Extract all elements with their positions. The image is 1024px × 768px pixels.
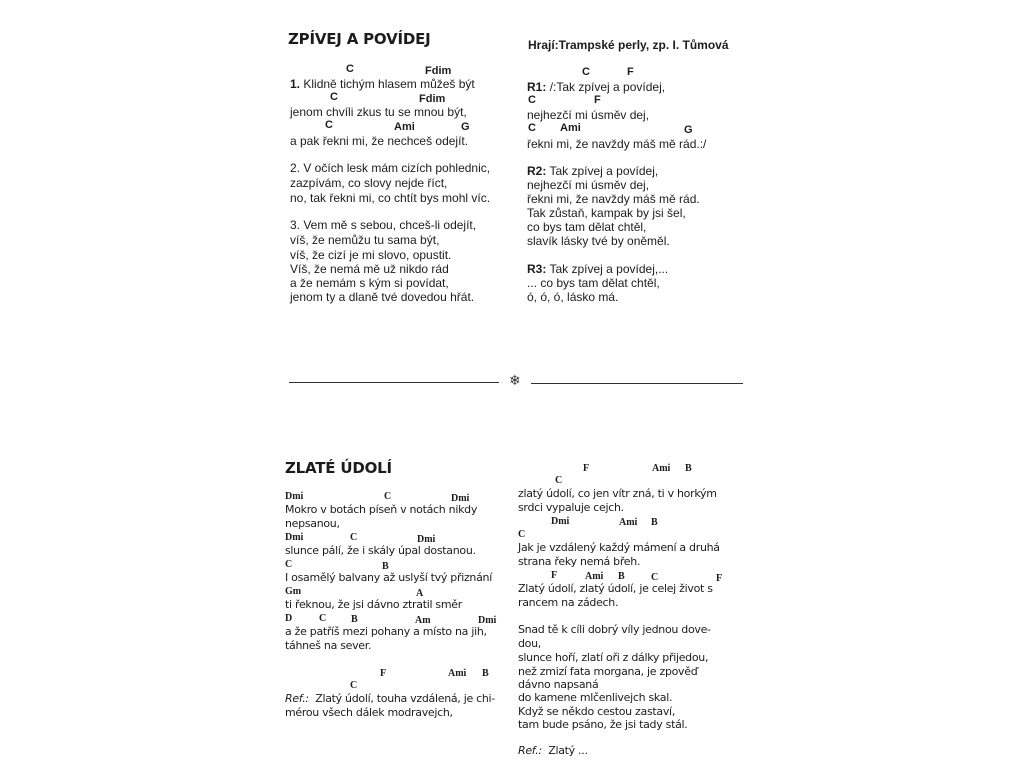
verse-number: 1.: [290, 77, 301, 91]
chord: Ami: [448, 668, 467, 679]
snowflake-icon: ❄: [509, 373, 521, 389]
chord: C: [528, 122, 536, 134]
chord: C: [518, 529, 526, 540]
lyric-line: nejhezčí mi úsměv dej,: [527, 178, 650, 192]
lyric-line: jenom ty a dlaně tvé dovedou hřát.: [290, 290, 475, 304]
refrain-label: Ref.:: [518, 744, 542, 757]
chord: C: [651, 572, 659, 583]
chord: C: [384, 491, 392, 502]
lyric-line: a že nemám s kým si povídat,: [290, 276, 449, 290]
lyric-line: nejhezčí mi úsměv dej,: [527, 108, 650, 122]
chord: Ami: [585, 571, 604, 582]
lyric-line: Jak je vzdálený každý mámení a druhá: [518, 541, 720, 554]
chord: C: [285, 559, 293, 570]
refrain-label: R3:: [527, 262, 547, 276]
chord: Dmi: [451, 493, 470, 504]
song1-title: ZPÍVEJ A POVÍDEJ: [288, 30, 431, 48]
lyric-line: 2. V očích lesk mám cizích pohlednic,: [290, 161, 491, 175]
chord: C: [350, 680, 358, 691]
chord: B: [618, 571, 625, 582]
lyric-line: řekni mi, že navždy máš mě rád.:/: [527, 137, 707, 151]
divider-line-left: [289, 382, 499, 383]
lyric-line: jenom chvíli zkus tu se mnou být,: [290, 105, 467, 119]
chord: C: [528, 94, 536, 106]
chord: B: [382, 561, 389, 572]
refrain-label: Ref.:: [285, 692, 309, 705]
lyric-line: Víš, že nemá mě už nikdo rád: [290, 262, 449, 276]
chord: Dmi: [551, 516, 570, 527]
lyric-text: Klidně tichým hlasem můžeš být: [303, 77, 475, 91]
chord: Dmi: [417, 534, 436, 545]
song2-title: ZLATÉ ÚDOLÍ: [285, 459, 392, 477]
chord: C: [346, 63, 354, 75]
lyric-line: zazpívám, co slovy nejde říct,: [290, 176, 448, 190]
chord: Dmi: [478, 615, 497, 626]
lyric-line: strana řeky nemá břeh.: [518, 555, 641, 568]
chord: Ami: [394, 121, 415, 133]
lyric-line: a pak řekni mi, že nechceš odejít.: [290, 134, 469, 148]
chord: Am: [415, 615, 431, 626]
lyric-line: řekni mi, že navždy máš mě rád.: [527, 192, 700, 206]
lyric-text: /:Tak zpívej a povídej,: [549, 80, 666, 94]
divider-line-right: [531, 383, 743, 384]
lyric-line: Snad tě k cíli dobrý víly jednou dove-: [518, 623, 711, 636]
lyric-line: a že patříš mezi pohany a místo na jih,: [285, 625, 487, 638]
lyric-line: [527, 262, 668, 277]
lyric-line: táhneš na sever.: [285, 639, 372, 652]
chord: G: [684, 124, 693, 136]
lyric-line: víš, že nemůžu tu sama být,: [290, 233, 440, 247]
chord: B: [482, 668, 489, 679]
chord: B: [351, 614, 358, 625]
chord: F: [716, 573, 723, 584]
chord: F: [583, 463, 590, 474]
lyric-line: slavík lásky tvé by oněměl.: [527, 234, 670, 248]
lyric-text: Tak zpívej a povídej,...: [549, 262, 669, 276]
lyric-line: Mokro v botách píseň v notách nikdy: [285, 503, 478, 516]
lyric-text: Tak zpívej a povídej,: [549, 164, 659, 178]
refrain-label: R2:: [527, 164, 547, 178]
lyric-line: než zmizí fata morgana, je zpověď: [518, 665, 698, 678]
chord: Dmi: [285, 491, 304, 502]
lyric-line: slunce pálí, že i skály úpal dostanou.: [285, 544, 476, 557]
chord: F: [380, 668, 387, 679]
lyric-line: 3. Vem mě s sebou, chceš-li odejít,: [290, 218, 477, 232]
lyric-line: nepsanou,: [285, 517, 340, 530]
lyric-line: mérou všech dálek modravejch,: [285, 706, 453, 719]
chord: Dmi: [285, 532, 304, 543]
chord: B: [685, 463, 692, 474]
refrain-label: R1:: [527, 80, 547, 94]
lyric-line: [285, 691, 495, 706]
chord: Fdim: [425, 65, 452, 77]
lyric-line: [290, 77, 475, 92]
lyric-line: ... co bys tam dělat chtěl,: [527, 276, 660, 290]
lyric-line: Zlatý údolí, zlatý údolí, je celej život s: [518, 582, 713, 595]
lyric-line: no, tak řekni mi, co chtít bys mohl víc.: [290, 191, 491, 205]
lyric-line: rancem na zádech.: [518, 596, 619, 609]
lyric-line: do kamene mlčenlivejch skal.: [518, 691, 673, 704]
chord: Ami: [560, 122, 581, 134]
lyric-line: Tak zůstaň, kampak by jsi šel,: [527, 206, 686, 220]
lyric-line: [527, 80, 665, 95]
lyric-line: dávno napsaná: [518, 678, 599, 691]
lyric-text: Zlatý ...: [548, 744, 588, 757]
chord: C: [582, 66, 590, 78]
lyric-line: I osamělý balvany až uslyší tvý přiznání: [285, 571, 492, 584]
lyric-text: Zlatý údolí, touha vzdálená, je chi-: [315, 692, 495, 705]
lyric-line: [518, 743, 588, 758]
lyric-line: [527, 164, 658, 179]
lyric-line: zlatý údolí, co jen vítr zná, ti v horkým: [518, 487, 717, 500]
song1-performer: Hrají:Trampské perly, zp. I. Tůmová: [528, 38, 729, 52]
lyric-line: tam bude psáno, že jsi tady stál.: [518, 718, 688, 731]
chord: G: [461, 121, 470, 133]
chord: Fdim: [419, 93, 446, 105]
lyric-line: Když se někdo cestou zastaví,: [518, 705, 676, 718]
lyric-line: víš, že cizí je mi slovo, opustit.: [290, 248, 452, 262]
lyric-line: dou,: [518, 637, 541, 650]
chord: Ami: [652, 463, 671, 474]
chord: Gm: [285, 586, 302, 597]
chord: F: [551, 570, 558, 581]
chord: F: [594, 94, 601, 106]
lyric-line: srdci vypaluje cejch.: [518, 501, 624, 514]
chord: F: [627, 66, 634, 78]
lyric-line: co bys tam dělat chtěl,: [527, 220, 647, 234]
chord: C: [325, 119, 333, 131]
lyric-line: ti řeknou, že jsi dávno ztratil směr: [285, 598, 462, 611]
chord: D: [285, 613, 293, 624]
chord: C: [350, 532, 358, 543]
chord: A: [416, 588, 424, 599]
chord: Ami: [619, 517, 638, 528]
chord: B: [651, 517, 658, 528]
chord: C: [330, 91, 338, 103]
chord: C: [319, 613, 327, 624]
chord: C: [555, 475, 563, 486]
lyric-line: slunce hoří, zlatí oři z dálky přijedou,: [518, 651, 709, 664]
lyric-line: ó, ó, ó, lásko má.: [527, 290, 619, 304]
